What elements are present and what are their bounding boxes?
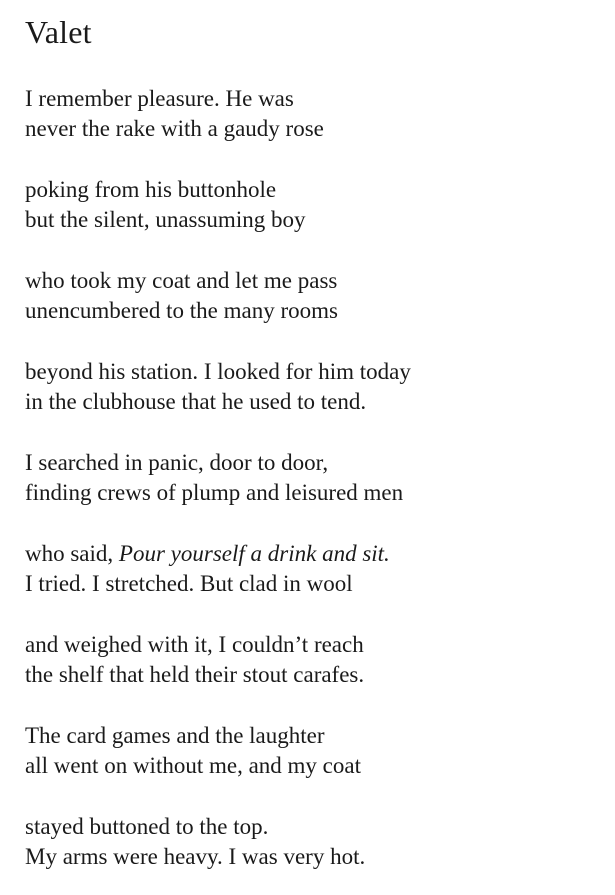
- poem-line: finding crews of plump and leisured men: [25, 480, 404, 505]
- poem-title: Valet: [25, 14, 92, 50]
- poem-line-italic-quote: Pour yourself a drink and sit.: [118, 541, 390, 566]
- poem-line-prefix: who said,: [25, 541, 119, 566]
- stanza-7: [25, 630, 605, 690]
- stanza-1: [25, 84, 605, 144]
- poem-line: I searched in panic, door to door,: [25, 450, 329, 475]
- poem-line: never the rake with a gaudy rose: [25, 116, 324, 141]
- poem-line: My arms were heavy. I was very hot.: [25, 844, 366, 869]
- poem-line: poking from his buttonhole: [25, 177, 277, 202]
- stanza-4: [25, 357, 605, 417]
- stanza-6: [25, 539, 605, 599]
- poem-line: unencumbered to the many rooms: [25, 298, 338, 323]
- poem-line: [25, 539, 605, 569]
- poem: [25, 12, 605, 872]
- poem-line: in the clubhouse that he used to tend.: [25, 389, 367, 414]
- poem-line: I tried. I stretched. But clad in wool: [25, 571, 353, 596]
- stanza-5: [25, 448, 605, 508]
- poem-line: but the silent, unassuming boy: [25, 207, 306, 232]
- poem-line: I remember pleasure. He was: [25, 86, 294, 111]
- poem-line: who took my coat and let me pass: [25, 268, 338, 293]
- stanza-8: [25, 721, 605, 781]
- poem-line: stayed buttoned to the top.: [25, 814, 269, 839]
- stanza-3: [25, 266, 605, 326]
- poem-line: the shelf that held their stout carafes.: [25, 662, 365, 687]
- stanza-9: [25, 812, 605, 872]
- poem-line: beyond his station. I looked for him today: [25, 359, 411, 384]
- stanza-2: [25, 175, 605, 235]
- poem-line: and weighed with it, I couldn’t reach: [25, 632, 364, 657]
- poem-line: all went on without me, and my coat: [25, 753, 361, 778]
- poem-line: The card games and the laughter: [25, 723, 325, 748]
